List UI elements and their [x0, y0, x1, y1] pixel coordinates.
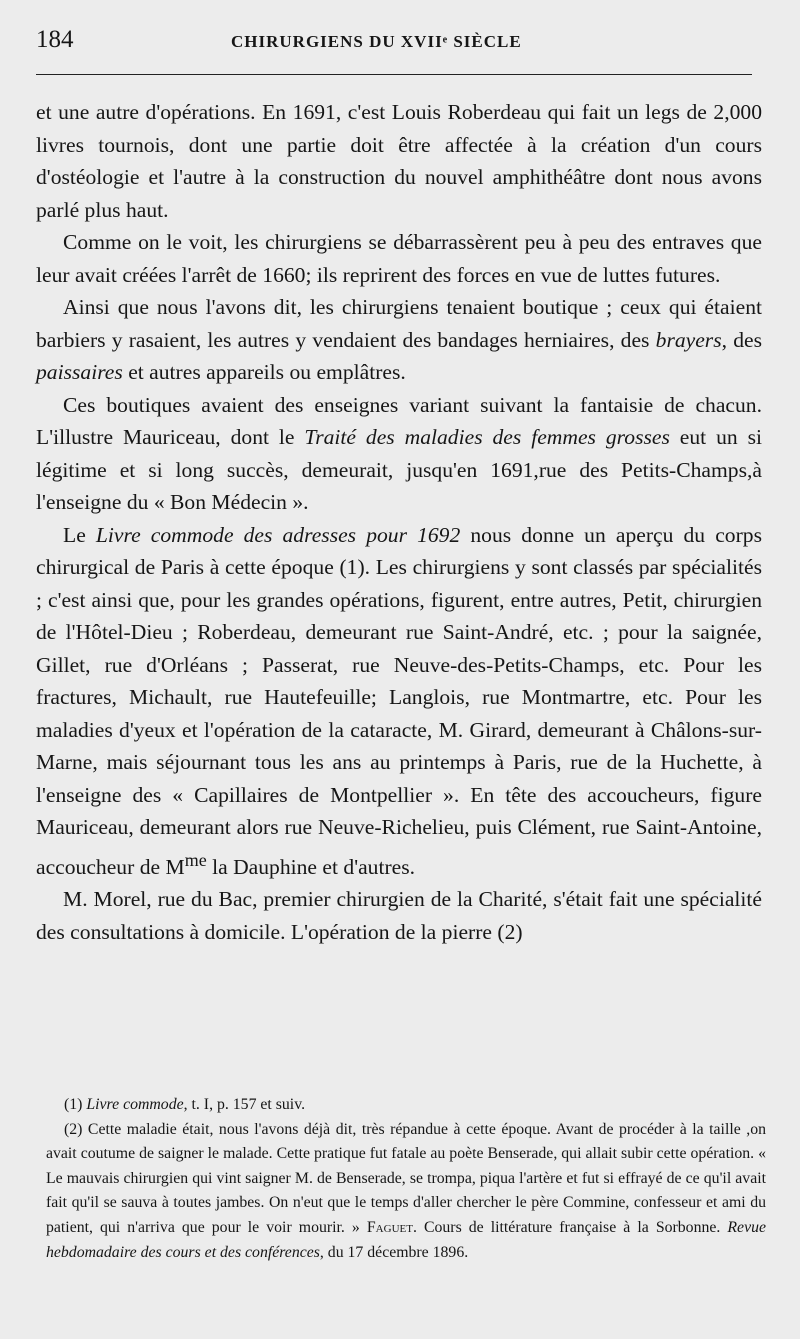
- italic-title: Traité des maladies des femmes grosses: [304, 425, 670, 449]
- text-run: , t. I, p. 157 et suiv.: [183, 1096, 306, 1113]
- text-run: Ainsi que nous l'avons dit, les chirurgiens tenaient boutique ; ceux qui étaient barbiers y rasaient, les autres y vendaient des bandages herniaires, des: [36, 295, 762, 352]
- author-name: Faguet: [366, 1218, 413, 1236]
- paragraph-1: et une autre d'opérations. En 1691, c'est Louis Roberdeau qui fait un legs de 2,000 livres tournois, dont une partie doit être affectée à la création d'un cours d'ostéologie et l'autre à la construction du nouvel amphithéâtre dont nous avons parlé plus haut.: [36, 100, 762, 222]
- running-title: CHIRURGIENS DU XVIIᵉ SIÈCLE: [231, 32, 522, 51]
- text-run: (2) Cette maladie était, nous l'avons déjà dit, très répandue à cette époque. Avant de procéder à la taille ,on avait coutume de saigner le malade. Cette pratique fut fatale au poète Benserade, qui allait subir cette opération. « Le mauvais chirurgien qui vint saigner M. de Benserade, se trompa, piqua l'artère et fut si effrayé de ce qu'il avait fait qu'il se sauva à toutes jambes. On n'eut que le temps d'aller chercher le père Commine, confesseur et ami du patient, qui n'arriva que pour le voir mourir. »: [46, 1120, 766, 1236]
- page-header: [36, 26, 752, 60]
- text-run: , du 17 décembre 1896.: [319, 1243, 469, 1261]
- text-run: . Cours de littérature française à la Sorbonne.: [412, 1218, 728, 1236]
- italic-title: Livre commode des adresses pour 1692: [95, 522, 461, 547]
- footnote-2: [46, 1118, 766, 1266]
- paragraph-4: [36, 389, 762, 519]
- page-number: 184: [36, 26, 74, 53]
- footnotes: [46, 1093, 766, 1265]
- italic-term: paissaires: [36, 360, 123, 384]
- text-run: Le: [63, 522, 96, 547]
- main-text: [36, 96, 762, 948]
- italic-title: Livre commode: [86, 1096, 184, 1113]
- text-run: Ces boutiques avaient des enseignes variant suivant la fantaisie de chacun. L'illustre Mauriceau, dont le: [36, 392, 762, 449]
- paragraph-5: [36, 519, 762, 884]
- text-run: , des: [721, 327, 762, 352]
- text-run: la Dauphine et d'autres.: [206, 854, 416, 879]
- text-run: nous donne un aperçu du corps chirurgical de Paris à cette époque (1). Les chirurgiens y sont classés par spécialités ; c'est ainsi que, pour les grandes opérations, figurent, entre autres, Petit, chirurgien de l'Hôtel-Dieu ; Roberdeau, demeurant rue Saint-André, etc. ; pour la saignée, Gillet, rue d'Orléans ; Passerat, rue Neuve-des-Petits-Champs, etc. Pour les fractures, Michault, rue Hautefeuille; Langlois, rue Montmartre, etc. Pour les maladies d'yeux et l'opération de la cataracte, M. Girard, demeurant à Châlons-sur-Marne, mais séjournant tous les ans au printemps à Paris, rue de la Huchette, à l'enseigne des « Capillaires de Montpellier ». En tête des accoucheurs, figure Mauriceau, demeurant alors rue Neuve-Richelieu, puis Clément, rue Saint-Antoine, accoucheur de M: [36, 522, 762, 879]
- italic-title: Revue hebdomadaire des cours et des conférences: [46, 1218, 766, 1261]
- footnote-marker: (1): [64, 1096, 87, 1113]
- paragraph-6: M. Morel, rue du Bac, premier chirurgien de la Charité, s'était fait une spécialité des consultations à domicile. L'opération de la pierre (2): [36, 887, 762, 944]
- paragraph-2: Comme on le voit, les chirurgiens se débarrassèrent peu à peu des entraves que leur avait créées l'arrêt de 1660; ils reprirent des forces en vue de luttes futures.: [36, 230, 762, 287]
- paragraph-3: [36, 291, 762, 389]
- footnote-1: [46, 1093, 766, 1118]
- superscript: me: [184, 849, 207, 870]
- italic-term: brayers: [655, 327, 722, 352]
- header-rule: [36, 74, 752, 75]
- text-run: et autres appareils ou emplâtres.: [122, 360, 406, 384]
- text-run: eut un si légitime et si long succès, demeurait, jusqu'en 1691,rue des Petits-Champs,à l'enseigne du « Bon Médecin ».: [36, 425, 762, 514]
